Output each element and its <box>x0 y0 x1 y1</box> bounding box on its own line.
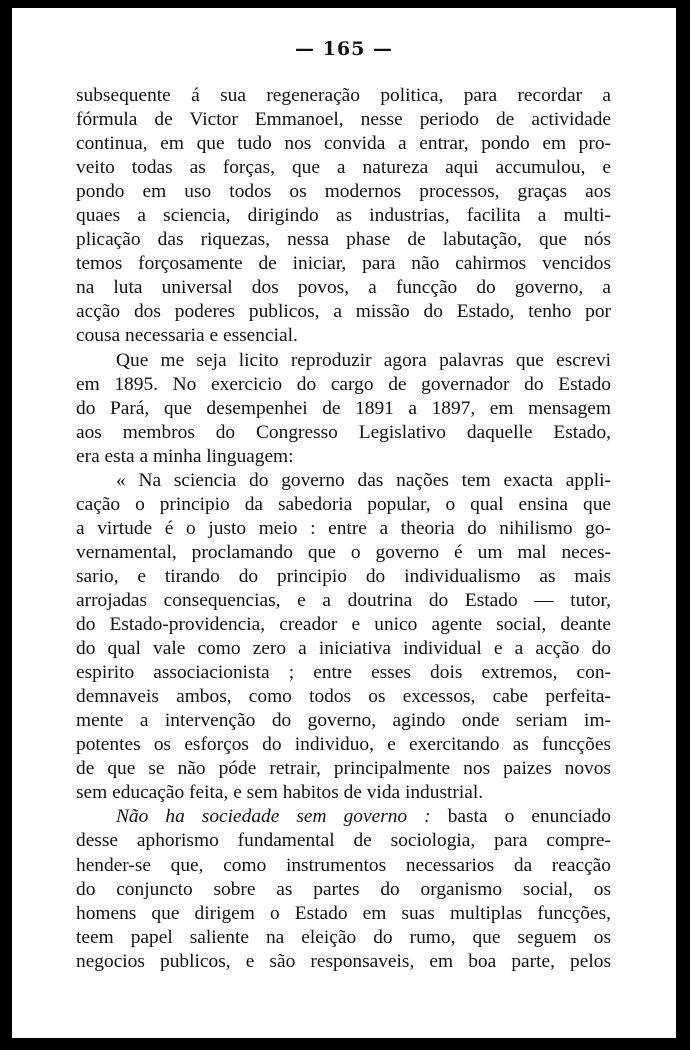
text-line: do Pará, que desempenhei de 1891 a 1897, em mensagem <box>76 397 611 419</box>
text-line: quaes a sciencia, dirigindo as industrias, facilita a multi- <box>76 205 611 227</box>
text-line: do conjuncto sobre as partes do organismo social, os <box>76 878 611 900</box>
text-line: mente a intervenção do governo, agindo onde seriam im- <box>76 710 611 732</box>
text-line: Que me seja licito reproduzir agora palavras que escrevi <box>116 349 611 371</box>
text-fragment: basta o enunciado <box>447 806 611 828</box>
text-line: do qual vale como zero a iniciativa individual e a acção do <box>76 638 611 660</box>
text-line: negocios publicos, e são responsaveis, em boa parte, pelos <box>76 950 611 972</box>
text-line: desse aphorismo fundamental de sociologia, para compre- <box>76 830 611 852</box>
text-line: cação o principio da sabedoria popular, o qual ensina que <box>76 493 611 515</box>
text-line: plicação das riquezas, nessa phase de labutação, que nós <box>76 229 611 251</box>
text-line <box>76 805 611 829</box>
text-line: do Estado-providencia, creador e unico agente social, deante <box>76 614 611 636</box>
text-line: teem papel saliente na eleição do rumo, que seguem os <box>76 926 611 948</box>
text-line: a virtude é o justo meio : entre a theoria do nihilismo go- <box>76 517 611 539</box>
body-text <box>76 84 611 974</box>
text-line: aos membros do Congresso Legislativo daquelle Estado, <box>76 421 611 443</box>
text-line: acção dos poderes publicos, a missão do Estado, tenho por <box>76 301 611 323</box>
text-line: demnaveis ambos, como todos os excessos, cabe perfeita- <box>76 686 611 708</box>
text-line: veito todas as forças, que a natureza aqui accumulou, e <box>76 157 611 179</box>
text-line: subsequente á sua regeneração politica, para recordar a <box>76 85 611 106</box>
text-line: espirito associacionista ; entre esses dois extremos, con- <box>76 662 611 684</box>
text-line: hender-se que, como instrumentos necessarios da reacção <box>76 854 611 876</box>
text-line: cousa necessaria e essencial. <box>76 325 298 347</box>
text-line: temos forçosamente de iniciar, para não cahirmos vencidos <box>76 253 611 275</box>
italic-aphorism: Não ha sociedade sem governo : <box>116 806 431 828</box>
text-line: em 1895. No exercicio do cargo de governador do Estado <box>76 373 611 395</box>
text-line: vernamental, proclamando que o governo é um mal neces- <box>76 541 611 563</box>
text-line: continua, em que tudo nos convida a entrar, pondo em pro- <box>76 133 611 155</box>
text-line: pondo em uso todos os modernos processos, graças aos <box>76 181 611 203</box>
page-number: — 165 — <box>295 38 393 60</box>
text-line: « Na sciencia do governo das nações tem exacta appli- <box>116 469 611 491</box>
text-line: arrojadas consequencias, e a doutrina do Estado — tutor, <box>76 589 611 611</box>
text-line: era esta a minha linguagem: <box>76 445 294 467</box>
text-line: potentes os esforços do individuo, e exercitando as funcções <box>76 734 611 756</box>
text-line: sario, e tirando do principio do individualismo as mais <box>76 565 611 587</box>
document-page <box>12 8 676 1038</box>
text-line: de que se não póde retrair, principalmente nos paizes novos <box>76 758 611 780</box>
text-line: fórmula de Victor Emmanoel, nesse periodo de actividade <box>76 109 611 131</box>
text-line: na luta universal dos povos, a funcção do governo, a <box>76 277 611 299</box>
text-line: sem educação feita, e sem habitos de vida industrial. <box>76 782 484 804</box>
text-line: homens que dirigem o Estado em suas multiplas funcções, <box>76 902 611 924</box>
